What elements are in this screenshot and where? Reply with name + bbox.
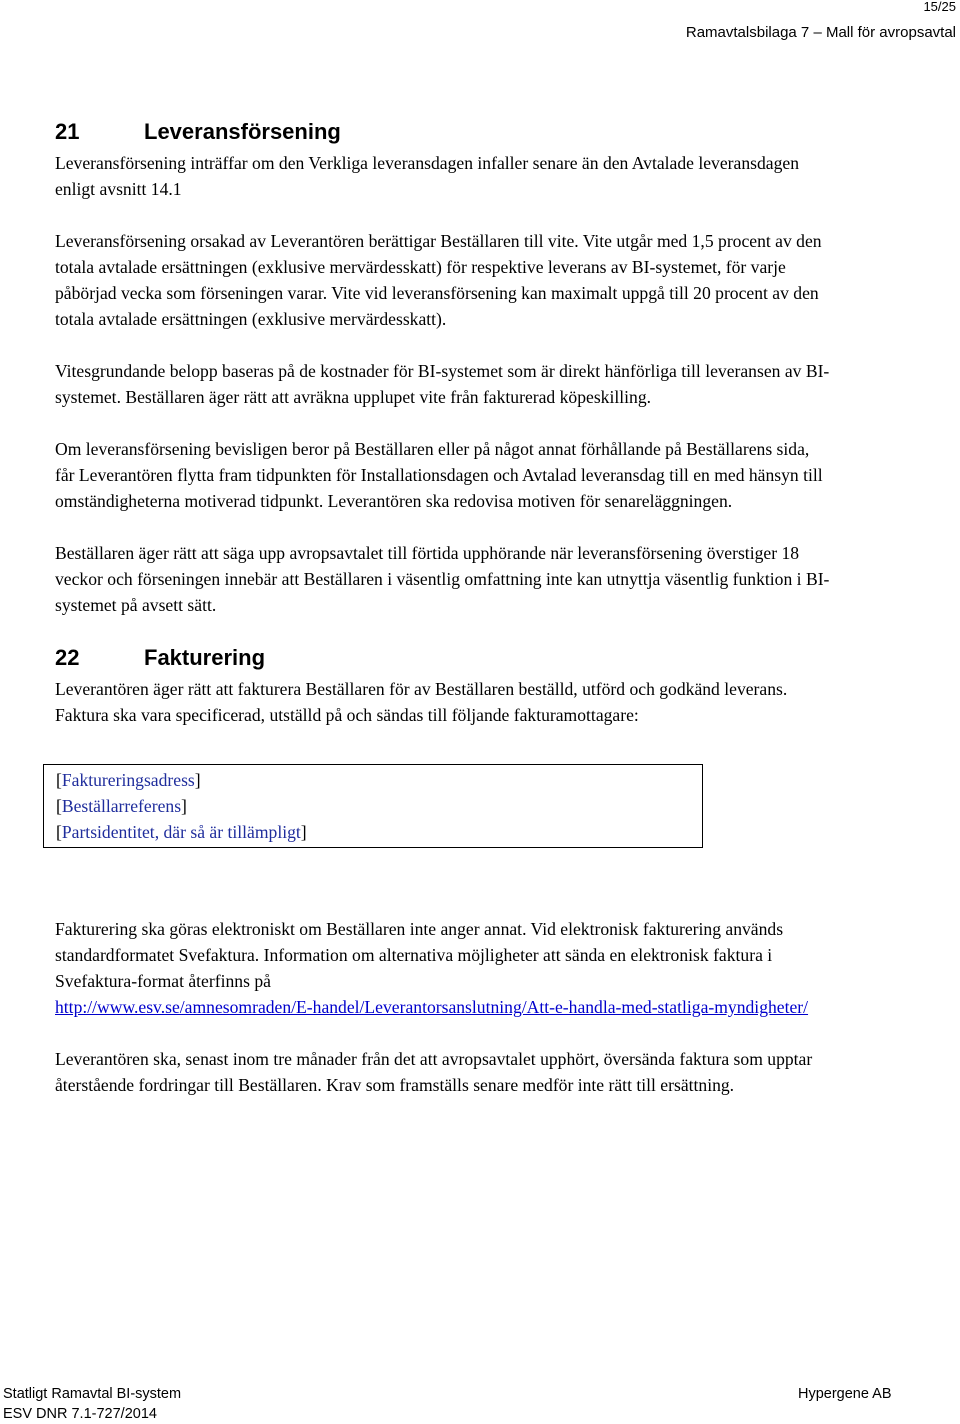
electronic-invoicing-text: Fakturering ska göras elektroniskt om Beställaren inte anger annat. Vid elektronisk fakturering används standardformatet Svefaktura. Information om alternativa möjligheter att sända en elektronisk faktura i Svefaktura-format återfinns på xyxy=(55,919,784,991)
section-21-heading xyxy=(55,118,830,146)
footer-dnr: ESV DNR 7.1-727/2014 xyxy=(3,1406,157,1422)
invoice-field-address: [Faktureringsadress] xyxy=(56,770,201,790)
section-22-electronic-invoicing xyxy=(55,916,830,1020)
invoice-address-placeholder: Faktureringsadress xyxy=(61,770,195,790)
footer-company: Hypergene AB xyxy=(798,1386,892,1402)
section-21-number: 21 xyxy=(55,119,80,144)
section-21-title: Leveransförsening xyxy=(144,119,341,144)
section-21-paragraph-4: Om leveransförsening bevisligen beror på Beställaren eller på något annat förhållande på Beställarens sida, får Leverantören flytta fram tidpunkten för Installationsdagen och Avtalad leveransdag till en med hänsyn till omständigheterna motiverad tidpunkt. Leverantören ska redovisa motiven för senareläggningen. xyxy=(55,439,823,511)
section-22-intro: Leverantören äger rätt att fakturera Beställaren för av Beställaren beställd, utförd och godkänd leverans. Faktura ska vara specificerad, utställd på och sändas till följande fakturamottagare: xyxy=(55,679,788,725)
section-22-title: Fakturering xyxy=(144,645,266,670)
document-body xyxy=(55,118,830,1124)
section-21-paragraph-3: Vitesgrundande belopp baseras på de kostnader för BI-systemet som är direkt hänförliga till leveransen av BI-systemet. Beställaren äger rätt att avräkna upplupet vite från fakturerad köpeskilling. xyxy=(55,361,830,407)
invoice-recipient-box xyxy=(43,764,703,848)
section-21-paragraph-5: Beställaren äger rätt att säga upp avropsavtalet till förtida upphörande när leveransförsening överstiger 18 veckor och förseningen innebär att Beställaren i väsentlig omfattning inte kan utnyttja väsentlig funktion i BI-systemet på avsett sätt. xyxy=(55,543,830,615)
invoice-field-reference: [Beställarreferens] xyxy=(56,796,187,816)
section-22-heading xyxy=(55,644,830,672)
footer-left xyxy=(3,1384,181,1424)
invoice-party-id-placeholder: Partsidentitet, där så är tillämpligt xyxy=(61,822,301,842)
section-22-final-paragraph: Leverantören ska, senast inom tre månader från det att avropsavtalet upphört, översända faktura som upptar återstående fordringar till Beställaren. Krav som framställs senare medför inte rätt till ersättning. xyxy=(55,1049,813,1095)
section-21-paragraph-2: Leveransförsening orsakad av Leverantören berättigar Beställaren till vite. Vite utgår med 1,5 procent av den totala avtalade ersättningen (exklusive mervärdesskatt) för respektive leverans av BI-systemet, för varje påbörjad vecka som förseningen varar. Vite vid leveransförsening kan maximalt uppgå till 20 procent av den totala avtalade ersättningen (exklusive mervärdesskatt). xyxy=(55,231,822,329)
invoice-field-party-id: [Partsidentitet, där så är tillämpligt] xyxy=(56,822,307,842)
section-22-number: 22 xyxy=(55,645,80,670)
invoice-reference-placeholder: Beställarreferens xyxy=(61,796,182,816)
esv-link[interactable]: http://www.esv.se/amnesomraden/E-handel/Leverantorsanslutning/Att-e-handla-med-statliga-myndigheter/ xyxy=(55,997,809,1017)
section-21-paragraph-1: Leveransförsening inträffar om den Verkliga leveransdagen infaller senare än den Avtalade leveransdagen enligt avsnitt 14.1 xyxy=(55,153,799,199)
page-number: 15/25 xyxy=(923,0,956,14)
header-title: Ramavtalsbilaga 7 – Mall för avropsavtal xyxy=(685,24,956,41)
footer-contract-name: Statligt Ramavtal BI-system xyxy=(3,1386,182,1402)
